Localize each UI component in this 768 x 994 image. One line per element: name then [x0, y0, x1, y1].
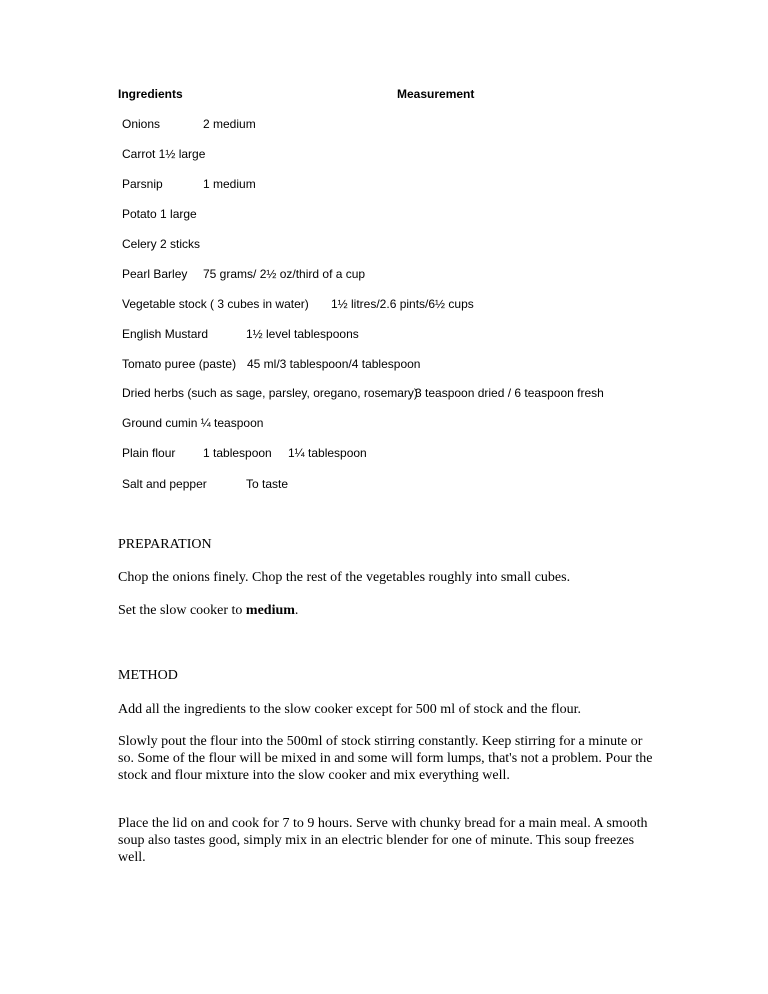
- method-paragraph-2: Slowly pout the flour into the 500ml of stock stirring constantly. Keep stirring for a minute or so. Some of the flour will be mixed in and some will form lumps, that's not a problem. Pour the stock and flour mixture into the slow cooker and mix everything well.: [118, 734, 653, 783]
- preparation-line-2-text: Set the slow cooker to: [118, 603, 246, 618]
- ingredient-name: Plain flour: [122, 446, 176, 460]
- method-heading: METHOD: [118, 668, 178, 683]
- ingredient-measure: 75 grams/ 2½ oz/third of a cup: [203, 267, 366, 281]
- ingredient-name: Tomato puree (paste): [122, 357, 237, 371]
- ingredient-name: Potato 1 large: [122, 207, 197, 221]
- ingredient-name: Salt and pepper: [122, 477, 207, 491]
- ingredient-measure: 1 medium: [203, 177, 256, 191]
- ingredient-name: Vegetable stock ( 3 cubes in water): [122, 297, 309, 311]
- preparation-line-1: Chop the onions finely. Chop the rest of the vegetables roughly into small cubes.: [118, 570, 571, 585]
- ingredient-measure: 45 ml/3 tablespoon/4 tablespoon: [247, 357, 421, 371]
- ingredient-name: English Mustard: [122, 327, 209, 341]
- ingredient-name: Carrot 1½ large: [122, 147, 206, 161]
- ingredient-measure: 1 tablespoon: [203, 446, 272, 460]
- ingredient-measure: 1½ level tablespoons: [246, 327, 359, 341]
- preparation-line-2: [118, 602, 298, 619]
- ingredient-name: Onions: [122, 117, 161, 131]
- ingredients-header: Ingredients: [118, 87, 183, 101]
- ingredient-name: Parsnip: [122, 177, 163, 191]
- ingredient-measure-alt: 1¼ tablespoon: [288, 446, 367, 460]
- method-paragraph-1: Add all the ingredients to the slow cooker except for 500 ml of stock and the flour.: [118, 702, 582, 717]
- ingredient-measure: 1½ litres/2.6 pints/6½ cups: [331, 297, 474, 311]
- measurement-header: Measurement: [397, 87, 475, 101]
- preparation-line-2-end: .: [294, 603, 299, 618]
- preparation-line-2-bold: medium: [245, 603, 295, 618]
- preparation-heading: PREPARATION: [118, 537, 212, 552]
- ingredient-name: Celery 2 sticks: [122, 237, 201, 251]
- ingredient-name: Dried herbs (such as sage, parsley, oregano, rosemary): [122, 386, 418, 400]
- ingredient-name: Ground cumin ¼ teaspoon: [122, 416, 264, 430]
- ingredient-measure: 2 medium: [203, 117, 256, 131]
- ingredient-measure: To taste: [246, 477, 289, 491]
- method-paragraph-3: Place the lid on and cook for 7 to 9 hours. Serve with chunky bread for a main meal. A smooth soup also tastes good, simply mix in an electric blender for one of minute. This soup freezes well.: [118, 816, 648, 865]
- ingredient-measure: 3 teaspoon dried / 6 teaspoon fresh: [415, 386, 604, 400]
- ingredient-name: Pearl Barley: [122, 267, 188, 281]
